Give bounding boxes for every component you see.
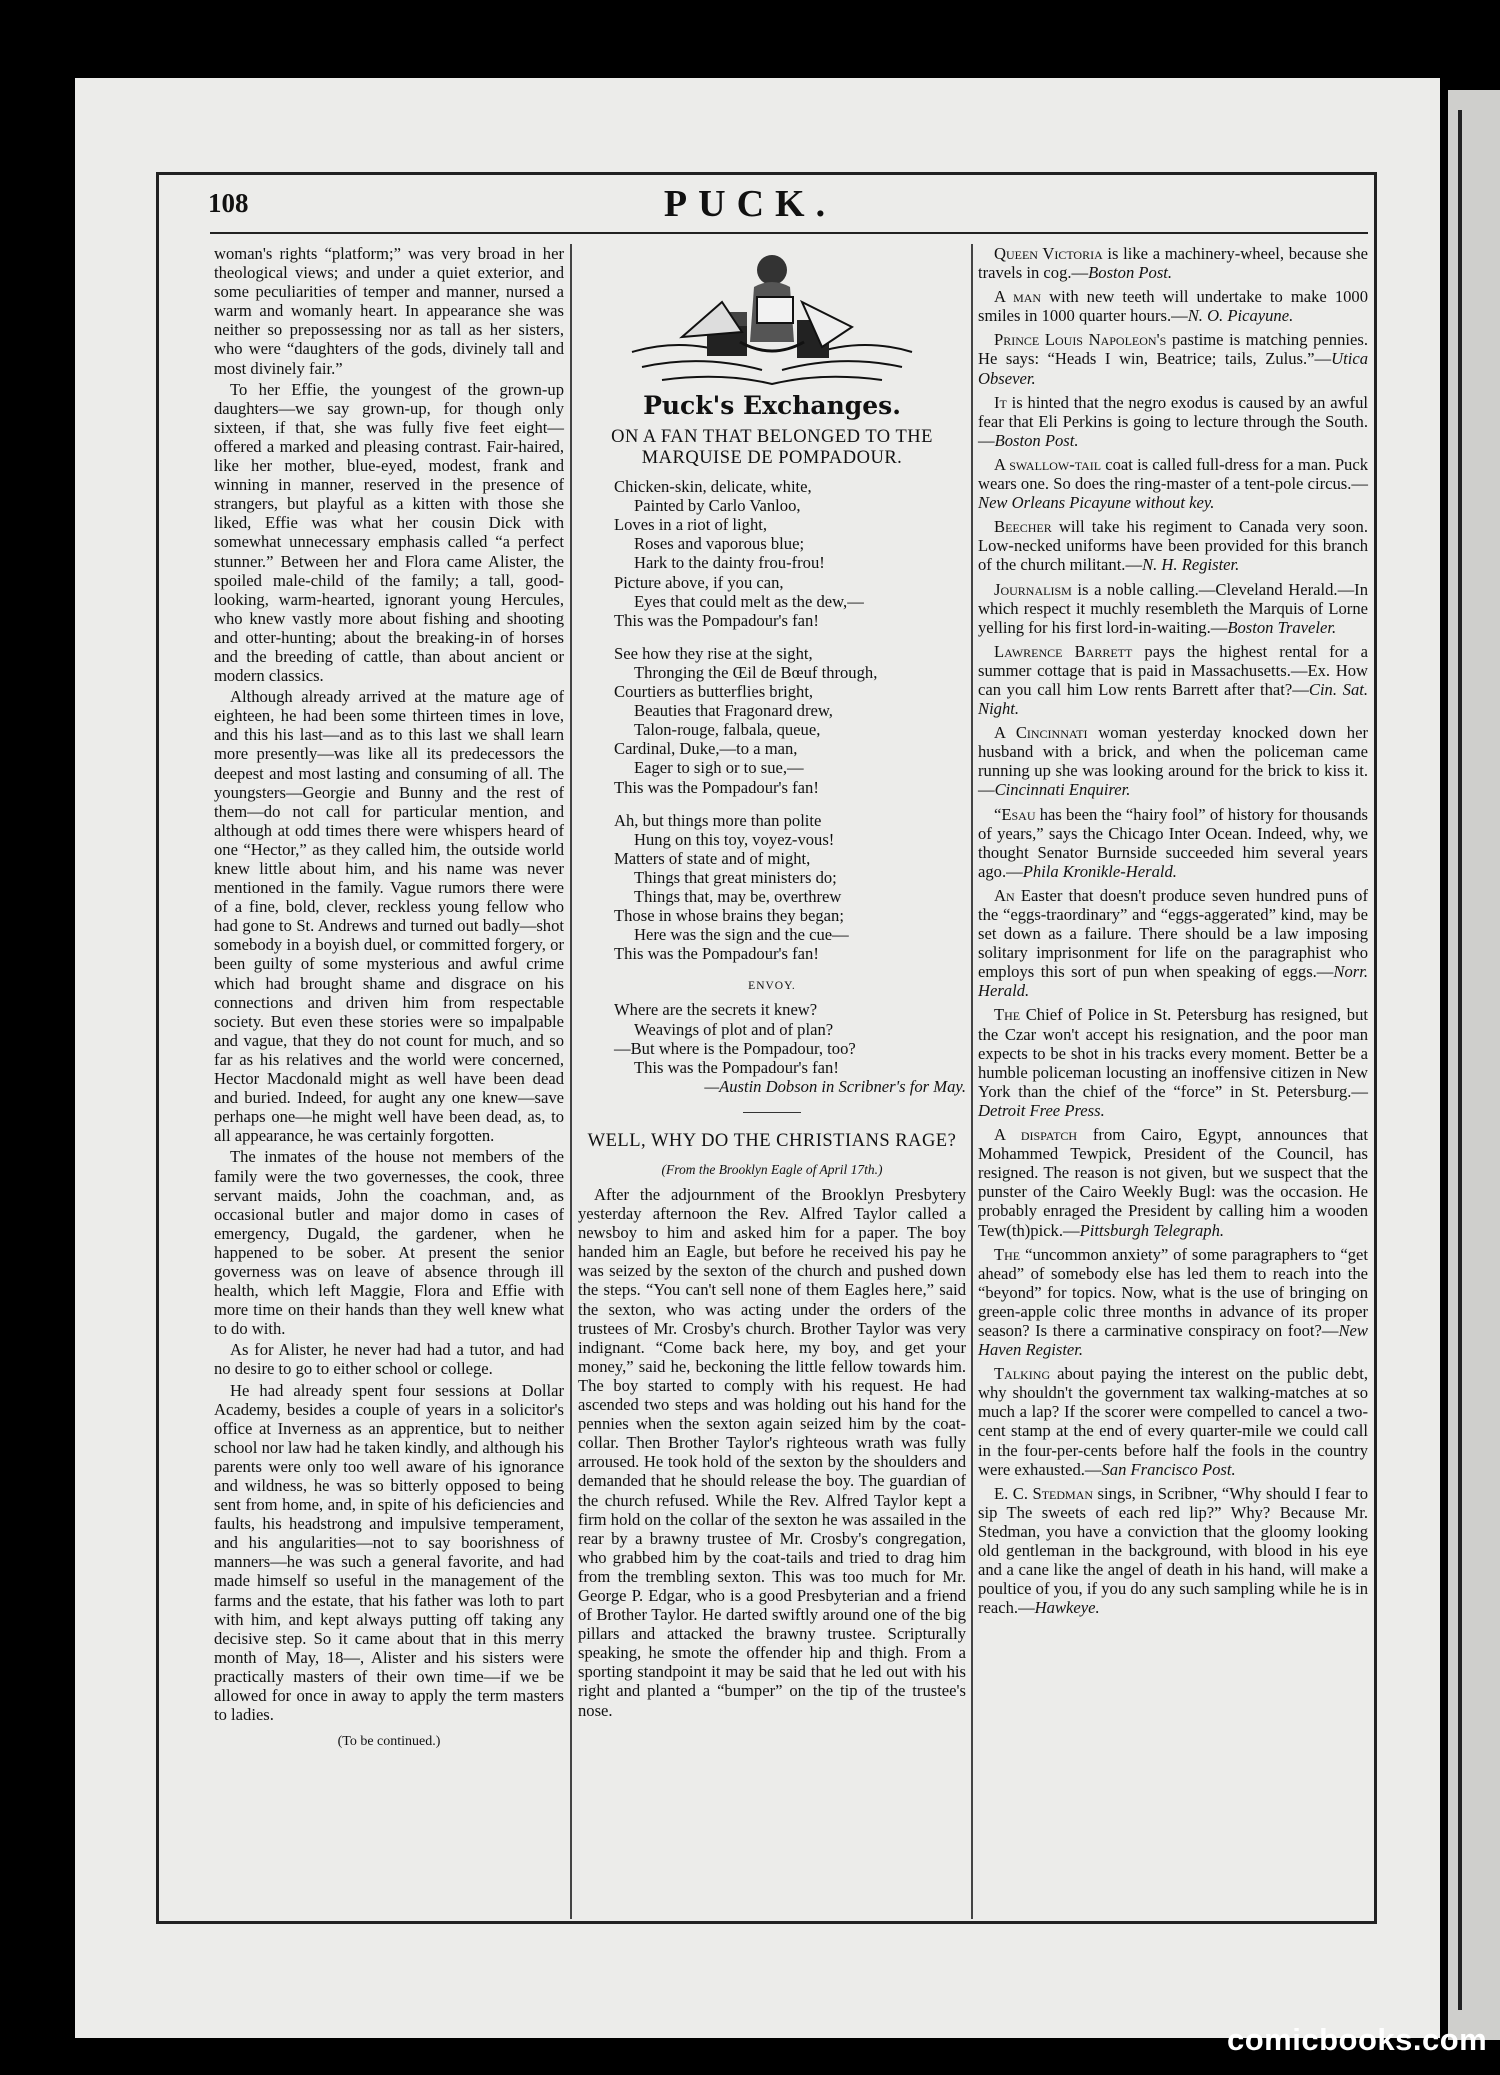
story-paragraph: To her Effie, the youngest of the grown-up daughters—we say grown-up, for though only sixteen, if that, she was fully five feet eight—offered a marked and pleasing contrast. Fair-haired, like her mother, blue-eyed, modest, frank and winning in manner, reserved in the presence of strangers, but playful as a kitten with those she liked, Effie was what her cousin Dick with somewhat unnecessary emphasis called “a perfect stunner.” Between her and Flora came Alister, the spoiled male-child of the family; a tall, good-looking, warm-hearted, ignorant young Hercules, who knew vastly more about fishing and shooting and otter-hunting; about the breaking-in of horses and the breeding of cattle, than about ancient or modern classics. xyxy=(214,379,564,686)
paragraph-source: Cincinnati Enquirer. xyxy=(994,780,1131,800)
exchange-paragraph xyxy=(978,1364,1368,1479)
paragraph-text: Easter that doesn't produce seven hundred puns of the “eggs-traordinary” and “eggs-aggerated” kind, may be set down as a failure. There should be a law imposing solitary imprisonment for life on the paragraphist who employs this sort of pun when speaking of eggs.— xyxy=(978,885,1368,982)
story-paragraph: As for Alister, he never had had a tutor, and had no desire to go to either school or college. xyxy=(214,1340,564,1379)
poem-line: This was the Pompadour's fan! xyxy=(634,1057,839,1077)
paragraph-source: N. O. Picayune. xyxy=(1187,306,1294,326)
paragraph-source: Boston Post. xyxy=(994,430,1079,450)
exchange-paragraph xyxy=(978,1484,1368,1618)
paragraph-lead: Talking xyxy=(994,1364,1051,1384)
article-title: WELL, WHY DO THE CHRISTIANS RAGE? xyxy=(587,1130,957,1151)
paragraph-lead: Prince Louis Napoleon's xyxy=(994,330,1167,350)
exchange-paragraph xyxy=(978,886,1368,1001)
poem-title: ON A FAN THAT BELONGED TO THE MARQUISE DE POMPADOUR. xyxy=(611,427,933,469)
paragraph-lead: An xyxy=(994,885,1015,905)
paragraph-lead: A swallow-tail xyxy=(994,454,1102,474)
exchange-paragraph xyxy=(978,287,1368,325)
poem-line: See how they rise at the sight, xyxy=(614,643,813,663)
paragraph-source: Phila Kronikle-Herald. xyxy=(1022,861,1177,881)
paragraph-lead: The xyxy=(994,1244,1021,1264)
paragraph-text: will take his regiment to Canada very soon. Low-necked uniforms have been provided for this branch of the church militant.— xyxy=(978,517,1368,575)
poem-line: Beauties that Fragonard drew, xyxy=(634,701,833,721)
watermark: comicbooks.com xyxy=(1227,2022,1488,2057)
paragraph-source: New Orleans Picayune without key. xyxy=(978,493,1215,513)
paragraph-source: Detroit Free Press. xyxy=(978,1100,1105,1120)
poem-line: Roses and vaporous blue; xyxy=(634,534,805,554)
article-separator xyxy=(743,1112,801,1113)
exchange-paragraph xyxy=(978,723,1368,799)
poem-line: Cardinal, Duke,—to a man, xyxy=(614,739,798,759)
to-be-continued: (To be continued.) xyxy=(337,1734,441,1750)
poem-envoy xyxy=(578,1000,966,1076)
paragraph-text: coat is called full-dress for a man. Puck wears one. So does the ring-master of a tent-pole circus.— xyxy=(978,454,1369,494)
page-number: 108 xyxy=(208,188,249,218)
paragraph-source: Boston Traveler. xyxy=(1227,617,1337,637)
paragraph-lead: Queen Victoria xyxy=(994,244,1103,263)
paragraph-text: with new teeth will undertake to make 1000 smiles in 1000 quarter hours.— xyxy=(978,287,1369,326)
paragraph-lead: E. C. Stedman xyxy=(994,1483,1094,1503)
column-paragraphs xyxy=(978,244,1368,1924)
story-paragraph: Although already arrived at the mature age of eighteen, he had been some thirteen times in love, and this his last—and as to this last we shall learn more presently—was like all its predecessors the deepest and most lasting and consuming of all. The youngsters—Georgie and Bunny and the rest of them—do not call for particular mention, and although at odd times there were whispers heard of one “Hector,” as they called him, the outside world knew little about him, and his name was never mentioned in the family. Vague rumors there were of a fine, bold, clever, reckless young fellow who had gone to St. Andrews and turned out badly—shot somebody in a boyish duel, or committed forgery, or been guilty of some mysterious and awful crime which had brought shame and disgrace on his connections and driven him from respectable society. But even these stories were so impalpable and vague, that they do not count for much, and so far as his relatives and the world were concerned, Hector Macdonald might as well have been dead and buried. Indeed, for aught any one knew—save perhaps one—he might well have been dead, as, to all appearance, he was certainly forgotten. xyxy=(214,687,564,1146)
paragraph-lead: A Cincinnati xyxy=(994,723,1088,743)
poem-line: Matters of state and of might, xyxy=(614,848,811,868)
story-paragraph: The inmates of the house not members of the family were the two governesses, the cook, three servant maids, John the coachman, and, as occasional butler and major domo in cases of emergency, Dugald, the gardener, when he happened to be sober. At present the senior governess was on leave of absence through ill health, which left Maggie, Flora and Effie with more time on their hands than they well knew what to do with. xyxy=(214,1147,564,1339)
exchange-paragraph xyxy=(978,1125,1368,1240)
story-paragraph: woman's rights “platform;” was very broad in her theological views; and under a quiet exterior, and some peculiarities of temper and manner, nursed a warm and womanly heart. In appearance she was neither so prepossessing nor as tall as her sisters, who were “daughters of the gods, divinely tall and most divinely fair.” xyxy=(214,244,564,378)
adjacent-page-edge xyxy=(1448,90,1500,2040)
column-divider-2 xyxy=(971,244,973,1919)
exchange-paragraph xyxy=(978,642,1368,718)
paragraph-lead: A dispatch xyxy=(994,1125,1078,1145)
paragraph-lead: It xyxy=(994,392,1007,412)
poem-stanza xyxy=(578,811,966,964)
paragraph-source: Boston Post. xyxy=(1088,263,1173,283)
exchange-paragraph xyxy=(978,1005,1368,1120)
column-story xyxy=(214,244,564,1924)
exchange-paragraph xyxy=(978,805,1368,881)
article-source: (From the Brooklyn Eagle of April 17th.) xyxy=(661,1161,883,1177)
exchange-paragraph xyxy=(978,455,1368,512)
paragraph-text: is hinted that the negro exodus is caused by an awful fear that Eli Perkins is going to lecture through the South.— xyxy=(978,392,1368,450)
poem-line: Weavings of plot and of plan? xyxy=(634,1019,834,1039)
paragraph-text: Chief of Police in St. Petersburg has resigned, but the Czar won't accept his resignation, and the poor man expects to be shot in his tracks every moment. Better be a humble policeman locusting an inoffensive citizen in New York than the chief of the “force” in St. Petersburg.— xyxy=(978,1005,1368,1101)
paragraph-source: New Haven Register. xyxy=(978,1320,1368,1360)
paragraph-text: sings, in Scribner, “Why should I fear to sip The sweets of each red lip?” Why? Because Mr. Stedman, you have a conviction that the gloomy looking old gentleman in the background, with blood in his eye and a cane like the angel of death in his hand, will make a poultice of you, if you do any such sampling while he is in reach.— xyxy=(978,1483,1369,1618)
poem-stanza xyxy=(578,644,966,797)
paragraph-text: has been the “hairy fool” of history for thousands of years,” says the Chicago Inter Ocean. Indeed, why, we thought Senator Burnside succeeded him several years ago.— xyxy=(978,804,1368,881)
poem-line: Eyes that could melt as the dew,— xyxy=(634,591,864,611)
poem-line: Those in whose brains they began; xyxy=(614,906,844,926)
header-rule xyxy=(210,232,1368,234)
poem-line: Thronging the Œil de Bœuf through, xyxy=(634,662,878,682)
exchange-paragraph xyxy=(978,244,1368,282)
paragraph-source: San Francisco Post. xyxy=(1101,1459,1236,1479)
poem-attribution: —Austin Dobson in Scribner's for May. xyxy=(704,1076,966,1096)
poem-line: Here was the sign and the cue— xyxy=(634,925,849,945)
poem-line: —But where is the Pompadour, too? xyxy=(614,1038,856,1058)
paragraph-lead: Journalism xyxy=(994,579,1072,599)
poem-line: Painted by Carlo Vanloo, xyxy=(634,496,801,516)
paragraph-lead: A man xyxy=(994,287,1042,307)
exchange-paragraph xyxy=(978,330,1368,387)
paragraph-source: Cin. Sat. Night. xyxy=(978,679,1369,719)
story-paragraph: He had already spent four sessions at Dollar Academy, besides a couple of years in a solicitor's office at Inverness as an apprentice, but to neither school nor law had he taken kindly, and although his parents were only too well aware of his ignorance and wildness, he was so bitterly opposed to being sent from home, and, in spite of his deficiencies and faults, his headstrong and impulsive temperament, and his angularities—not to say boorishness of manners—he was such a general favorite, and had made himself so useful in the management of the farms and the estate, that his father was loth to part with him, and kept always putting off taking any decisive step. So it came about that in this merry month of May, 18—, Alister and his sisters were practically masters of their own time—if we be allowed for once in away to apply the term masters to ladies. xyxy=(214,1380,564,1725)
paragraph-lead: “Esau xyxy=(994,804,1036,824)
poem-line: Chicken-skin, delicate, white, xyxy=(614,477,812,497)
poem-line: Ah, but things more than polite xyxy=(614,810,822,830)
poem-envoy-label: ENVOY. xyxy=(748,980,796,993)
masthead-title: PUCK. xyxy=(663,183,837,225)
cherub-reading-papers-illustration xyxy=(622,242,922,392)
poem-line: This was the Pompadour's fan! xyxy=(614,610,819,630)
article-body: After the adjournment of the Brooklyn Presbytery yesterday afternoon the Rev. Alfred Taylor called a newsboy to him and asked him for a paper. The boy handed him an Eagle, but before he received his pay he was seized by the sexton of the church and pushed down the steps. “You can't sell none of them Eagles here,” said the sexton, who was acting under the orders of the trustees of Mr. Crosby's church. Brother Taylor was very indignant. “Come back here, my boy, and get your money,” said he, beckoning the little fellow towards him. The boy started to comply with his request. He had ascended two steps and was holding out his hand for the pennies when the sexton again seized him by the coat-collar. Then Brother Taylor's righteous wrath was fully arroused. He took hold of the sexton by the shoulders and demanded that he should release the boy. The guardian of the church refused. While the Rev. Alfred Taylor kept a firm hold on the collar of the sexton he was assailed in the rear by a brawny trustee of Mr. Crosby's congregation, who grabbed him by the coat-tails and tried to drag him from the trembling sexton. This was too much for Mr. George P. Edgar, who is a good Presbyterian and a friend of Brother Taylor. He darted swiftly around one of the big pillars and attacked the brawny trustee. Scripturally speaking, he smote the offender hip and thigh. From a sporting standpoint it may be said that he led out with his right and planted a “bumper” on the tip of the trustee's nose. xyxy=(578,1185,966,1720)
exchange-paragraph xyxy=(978,580,1368,637)
paragraph-lead: Lawrence Barrett xyxy=(994,641,1133,661)
poem-line: Eager to sigh or to sue,— xyxy=(634,758,804,778)
column-divider-1 xyxy=(570,244,572,1919)
paragraph-text: “uncommon anxiety” of some paragraphers to “get ahead” of somebody else has led them to reach into the “beyond” for topics. Now, what is the use of bringing on green-apple colic three months in advance of its proper season? Is there a carminative conspiracy on foot?— xyxy=(978,1244,1368,1340)
poem-line: This was the Pompadour's fan! xyxy=(614,777,819,797)
paragraph-text: pays the highest rental for a summer cottage that is paid in Massachusetts.—Ex. How can you call him Low rents Barrett after that?— xyxy=(978,641,1368,699)
poem-line: Courtiers as butterflies bright, xyxy=(614,682,814,702)
exchange-paragraph xyxy=(978,1245,1368,1360)
poem-line: Picture above, if you can, xyxy=(614,572,784,592)
poem-line: Where are the secrets it knew? xyxy=(614,1000,818,1020)
poem-line: Hark to the dainty frou-frou! xyxy=(634,553,825,573)
paragraph-source: Norr. Herald. xyxy=(978,962,1368,1001)
paragraph-lead: Beecher xyxy=(994,517,1052,537)
paragraph-text: from Cairo, Egypt, announces that Mohammed Tewpick, President of the Council, has resigned. The reason is not given, but we suspect that the punster of the Cairo Weekly Bugl: was the occasion. He probably enraged the President by calling him a wooden Tew(th)pick.— xyxy=(978,1125,1369,1240)
poem-line: Talon-rouge, falbala, queue, xyxy=(634,720,821,740)
column-exchanges xyxy=(578,244,966,1924)
paragraph-source: Pittsburgh Telegraph. xyxy=(1079,1220,1225,1240)
paragraph-source: Hawkeye. xyxy=(1034,1598,1100,1618)
exchange-paragraph xyxy=(978,393,1368,450)
paragraph-text: woman yesterday knocked down her husband with a brick, and when the policeman came running up she was looking around for the brick to kiss it.— xyxy=(978,723,1368,800)
paragraph-lead: The xyxy=(994,1005,1021,1025)
poem-line: Loves in a riot of light, xyxy=(614,515,768,535)
paragraph-source: Utica Obsever. xyxy=(978,349,1368,388)
paragraph-text: is a noble calling.—Cleveland Herald.—In which respect it muchly resembleth the Marquis of Lorne yelling for his first lord-in-waiting.— xyxy=(978,579,1368,637)
section-heading: Puck's Exchanges. xyxy=(643,391,901,420)
poem-stanza xyxy=(578,477,966,630)
paragraph-source: N. H. Register. xyxy=(1142,555,1240,575)
poem-line: Things that great ministers do; xyxy=(634,867,837,887)
poem-line: Things that, may be, overthrew xyxy=(634,886,842,906)
paragraph-text: about paying the interest on the public debt, why shouldn't the government tax walking-matches at so much a lap? If the scorer were compelled to cancel a two-cent stamp at the end of every quarter-mile we could call in the four-per-cents before half the fools in the country were exhausted.— xyxy=(978,1364,1368,1479)
poem-line: This was the Pompadour's fan! xyxy=(614,944,819,964)
poem-line: Hung on this toy, voyez-vous! xyxy=(634,829,835,849)
adjacent-page-border xyxy=(1458,110,1462,2010)
paragraph-text: pastime is matching pennies. He says: “Heads I win, Beatrice; tails, Zulus.”— xyxy=(978,330,1368,369)
paragraph-text: is like a machinery-wheel, because she travels in cog.— xyxy=(978,244,1368,283)
exchange-paragraph xyxy=(978,517,1368,574)
